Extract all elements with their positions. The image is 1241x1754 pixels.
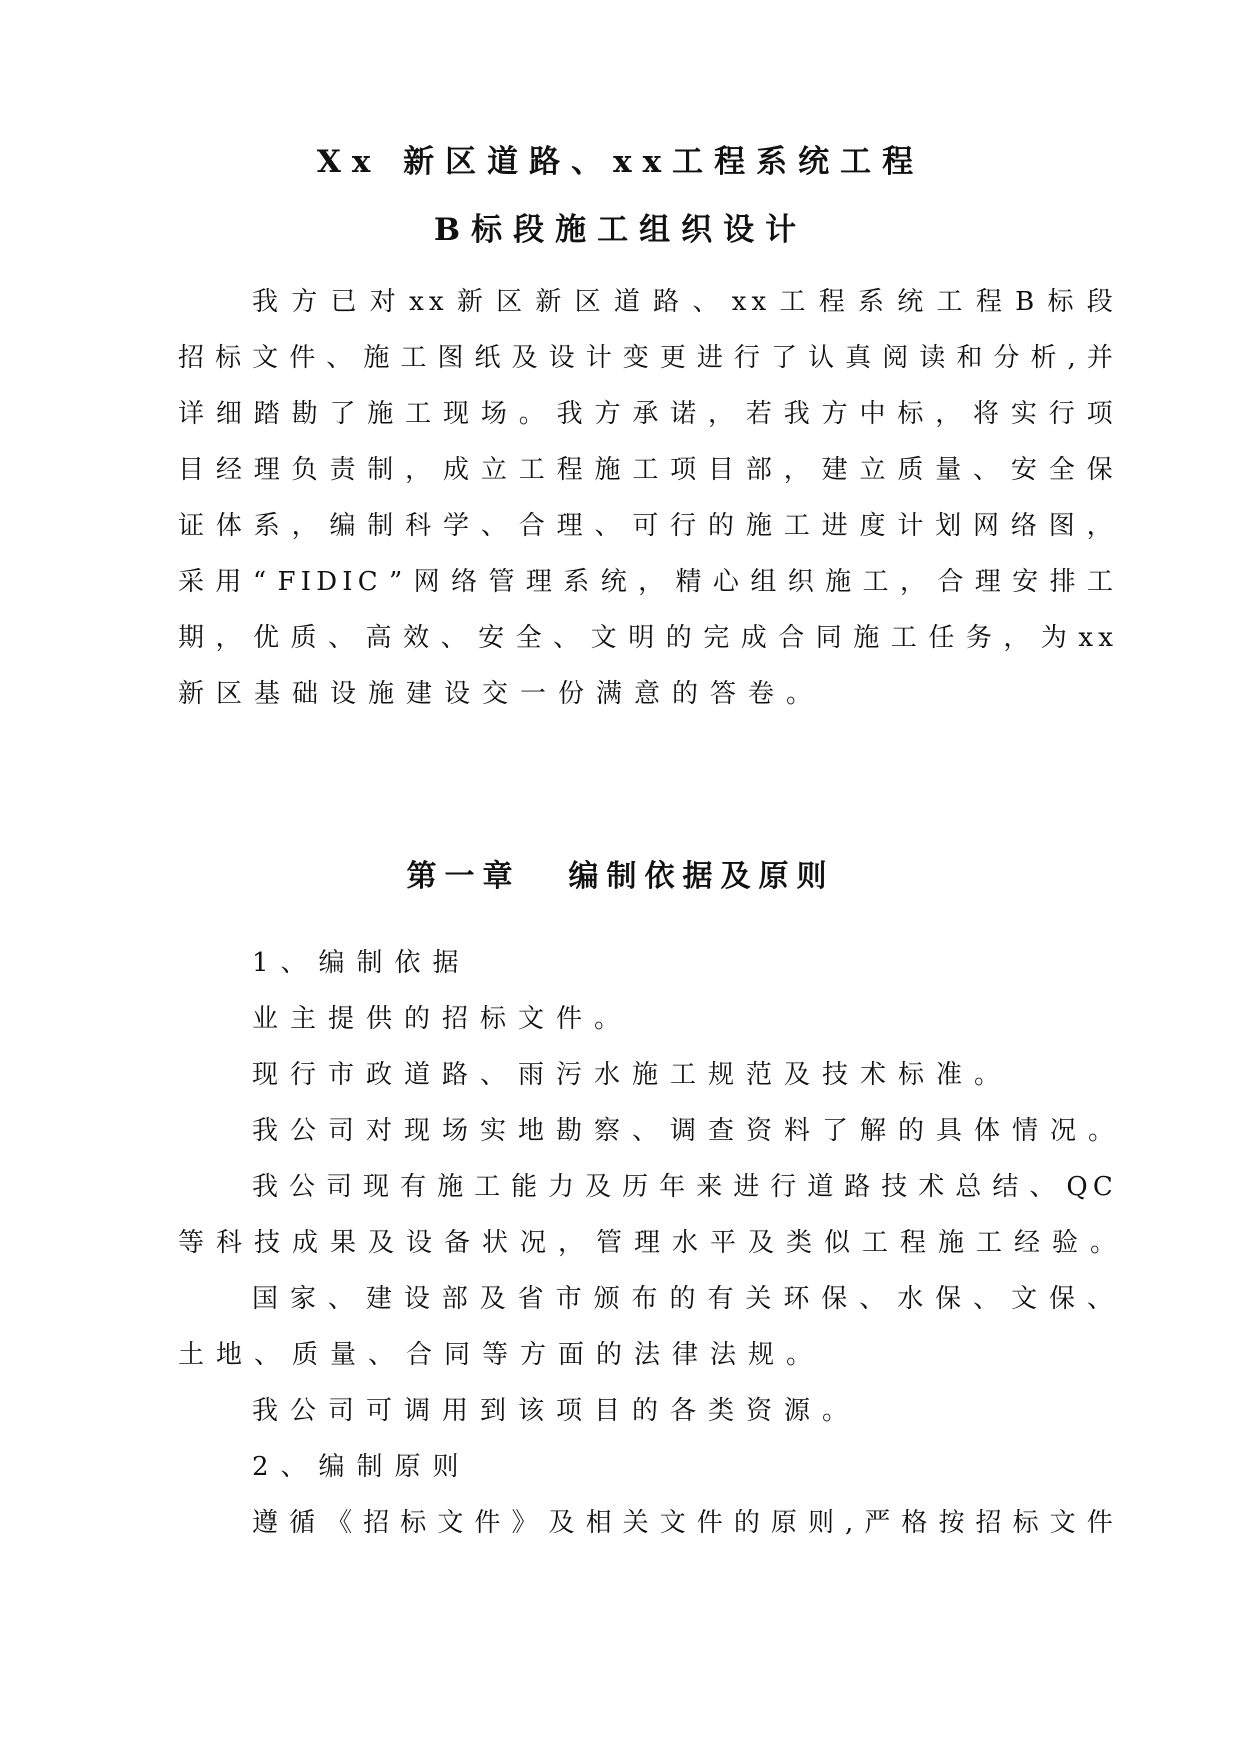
glyph: x x xyxy=(409,287,444,317)
glyph: 保 xyxy=(821,1284,848,1314)
glyph: 制 xyxy=(367,511,394,541)
glyph: 国 xyxy=(252,1284,279,1314)
glyph: 心 xyxy=(712,567,739,597)
glyph: 承 xyxy=(632,399,659,429)
glyph: 招 xyxy=(178,343,205,373)
glyph: 更 xyxy=(659,343,686,373)
glyph: 、 xyxy=(440,623,467,653)
glyph: 、 xyxy=(973,1284,1000,1314)
glyph: 的 xyxy=(665,623,692,653)
glyph: 施 xyxy=(594,455,621,485)
glyph: 学 xyxy=(443,511,470,541)
glyph: 招 xyxy=(363,1508,390,1538)
glyph: ， xyxy=(1086,511,1113,541)
glyph: 成 xyxy=(443,455,470,485)
glyph: 纸 xyxy=(474,343,501,373)
glyph: 方 xyxy=(821,399,848,429)
glyph: 我 xyxy=(252,1172,279,1202)
glyph: 段 xyxy=(1086,287,1113,317)
glyph: ， xyxy=(215,623,242,653)
glyph: 环 xyxy=(783,1284,810,1314)
glyph: 完 xyxy=(703,623,730,653)
glyph: 及 xyxy=(585,1172,612,1202)
glyph: B xyxy=(1015,287,1035,317)
glyph: 施 xyxy=(853,623,880,653)
glyph: 工 xyxy=(405,399,432,429)
section-1-item-1: 业主提供的招标文件。 xyxy=(252,1004,633,1034)
glyph: 程 xyxy=(818,287,845,317)
glyph: ， xyxy=(405,455,432,485)
glyph: 区 xyxy=(574,287,601,317)
glyph: 为 xyxy=(1040,623,1067,653)
glyph: 工 xyxy=(518,455,545,485)
glyph: 我 xyxy=(252,287,279,317)
glyph: x x xyxy=(1078,623,1113,653)
glyph: 招 xyxy=(975,1508,1002,1538)
glyph: 设 xyxy=(548,343,575,373)
glyph: 新 xyxy=(456,287,483,317)
glyph: 建 xyxy=(365,1284,392,1314)
glyph: 制 xyxy=(367,455,394,485)
glyph: 标 xyxy=(897,399,924,429)
glyph: 工 xyxy=(862,567,889,597)
glyph: 责 xyxy=(329,455,356,485)
glyph: 进 xyxy=(696,343,723,373)
glyph: 读 xyxy=(919,343,946,373)
glyph: 安 xyxy=(1012,567,1039,597)
glyph: 、 xyxy=(327,1284,354,1314)
glyph: 诺 xyxy=(670,399,697,429)
glyph: 络 xyxy=(1010,511,1037,541)
glyph: 技 xyxy=(881,1172,908,1202)
glyph: 的 xyxy=(708,511,735,541)
glyph: 实 xyxy=(1010,399,1037,429)
glyph: 理 xyxy=(525,567,552,597)
glyph: 则 xyxy=(807,1508,834,1538)
glyph: ， xyxy=(638,567,665,597)
glyph: 系 xyxy=(858,287,885,317)
glyph: 程 xyxy=(556,455,583,485)
glyph: 已 xyxy=(330,287,357,317)
glyph: 标 xyxy=(215,343,242,373)
glyph: 若 xyxy=(745,399,772,429)
glyph: 立 xyxy=(480,455,507,485)
glyph: 年 xyxy=(659,1172,686,1202)
glyph: 全 xyxy=(515,623,542,653)
glyph: 理 xyxy=(253,455,280,485)
glyph: 认 xyxy=(808,343,835,373)
glyph: 行 xyxy=(1048,399,1075,429)
glyph: 负 xyxy=(291,455,318,485)
glyph: 关 xyxy=(745,1284,772,1314)
glyph: 阅 xyxy=(882,343,909,373)
glyph: 划 xyxy=(935,511,962,541)
intro-line-6 xyxy=(178,564,1113,600)
glyph: 保 xyxy=(1086,455,1113,485)
glyph: 、 xyxy=(1086,1284,1113,1314)
glyph: 文 xyxy=(437,1508,464,1538)
glyph: 公 xyxy=(289,1172,316,1202)
glyph: 行 xyxy=(770,1172,797,1202)
glyph: 区 xyxy=(496,287,523,317)
glyph: 保 xyxy=(935,1284,962,1314)
glyph: 期 xyxy=(178,623,205,653)
glyph: 件 xyxy=(474,1508,501,1538)
glyph: 严 xyxy=(864,1508,891,1538)
glyph: 有 xyxy=(400,1172,427,1202)
glyph: ， xyxy=(1003,623,1030,653)
section-1-item-5-line-1 xyxy=(252,1281,1113,1317)
glyph: 市 xyxy=(555,1284,582,1314)
glyph: 科 xyxy=(405,511,432,541)
glyph: “ xyxy=(252,567,267,597)
glyph: 和 xyxy=(956,343,983,373)
glyph: 件 xyxy=(1086,1508,1113,1538)
glyph: 项 xyxy=(1086,399,1113,429)
section-1-item-5-line-2: 土地、质量、合同等方面的法律法规。 xyxy=(178,1340,825,1370)
glyph: 路 xyxy=(844,1172,871,1202)
glyph: 明 xyxy=(628,623,655,653)
glyph: 细 xyxy=(215,399,242,429)
glyph: 、 xyxy=(480,511,507,541)
glyph: 部 xyxy=(441,1284,468,1314)
glyph: 、 xyxy=(326,343,353,373)
glyph: 标 xyxy=(1047,287,1074,317)
glyph: 标 xyxy=(1012,1508,1039,1538)
glyph: 遵 xyxy=(252,1508,279,1538)
glyph: 件 xyxy=(696,1508,723,1538)
section-1-heading: 1、编制依据 xyxy=(252,948,471,978)
glyph: 。 xyxy=(518,399,545,429)
glyph: 原 xyxy=(770,1508,797,1538)
glyph: 文 xyxy=(1011,1284,1038,1314)
glyph: 同 xyxy=(815,623,842,653)
glyph: 网 xyxy=(413,567,440,597)
glyph: 务 xyxy=(965,623,992,653)
glyph: 排 xyxy=(1049,567,1076,597)
glyph: 司 xyxy=(326,1172,353,1202)
glyph: 我 xyxy=(783,399,810,429)
glyph: 网 xyxy=(973,511,1000,541)
glyph: 工 xyxy=(474,1172,501,1202)
glyph: ， xyxy=(935,399,962,429)
glyph: 任 xyxy=(928,623,955,653)
glyph: 施 xyxy=(363,343,390,373)
glyph: 用 xyxy=(215,567,242,597)
glyph: 了 xyxy=(329,399,356,429)
glyph: 、 xyxy=(328,623,355,653)
glyph: 理 xyxy=(974,567,1001,597)
glyph: 文 xyxy=(1049,1508,1076,1538)
glyph: 统 xyxy=(600,567,627,597)
glyph: 织 xyxy=(787,567,814,597)
glyph: 及 xyxy=(511,343,538,373)
glyph: 合 xyxy=(778,623,805,653)
glyph: 证 xyxy=(178,511,205,541)
glyph: 道 xyxy=(807,1172,834,1202)
glyph: 程 xyxy=(975,287,1002,317)
glyph: 施 xyxy=(745,511,772,541)
section-2-line-1 xyxy=(252,1505,1113,1541)
glyph: , xyxy=(845,1508,854,1538)
glyph: 部 xyxy=(745,455,772,485)
glyph: 有 xyxy=(707,1284,734,1314)
glyph: 工 xyxy=(1086,567,1113,597)
glyph: 理 xyxy=(556,511,583,541)
glyph: 工 xyxy=(783,511,810,541)
glyph: 总 xyxy=(955,1172,982,1202)
glyph: 工 xyxy=(400,343,427,373)
glyph: 成 xyxy=(740,623,767,653)
glyph: 、 xyxy=(692,287,719,317)
document-title-line-1: Xx 新区道路、xx工程系统工程 xyxy=(316,144,925,180)
intro-line-1 xyxy=(252,284,1113,320)
intro-line-5 xyxy=(178,508,1113,544)
glyph: 详 xyxy=(178,399,205,429)
glyph: 统 xyxy=(897,287,924,317)
glyph: 采 xyxy=(178,567,205,597)
glyph: 省 xyxy=(517,1284,544,1314)
glyph: 颁 xyxy=(593,1284,620,1314)
section-2-heading: 2、编制原则 xyxy=(252,1452,471,1482)
glyph: 真 xyxy=(845,343,872,373)
glyph: 、 xyxy=(594,511,621,541)
glyph: 图 xyxy=(1048,511,1075,541)
glyph: 分 xyxy=(993,343,1020,373)
glyph: ” xyxy=(388,567,403,597)
glyph: 目 xyxy=(708,455,735,485)
glyph: 的 xyxy=(733,1508,760,1538)
glyph: 》 xyxy=(511,1508,538,1538)
glyph: 方 xyxy=(594,399,621,429)
glyph: 关 xyxy=(622,1508,649,1538)
glyph: 循 xyxy=(289,1508,316,1538)
glyph: 量 xyxy=(935,455,962,485)
glyph: 高 xyxy=(365,623,392,653)
section-1-item-6: 我公司可调用到该项目的各类资源。 xyxy=(252,1396,861,1426)
glyph: 及 xyxy=(548,1508,575,1538)
glyph: 相 xyxy=(585,1508,612,1538)
glyph: Q C xyxy=(1066,1172,1113,1202)
glyph: 水 xyxy=(897,1284,924,1314)
glyph: 行 xyxy=(733,343,760,373)
glyph: 质 xyxy=(290,623,317,653)
glyph: 件 xyxy=(289,343,316,373)
glyph: 质 xyxy=(897,455,924,485)
section-1-item-3: 我公司对现场实地勘察、调查资料了解的具体情况。 xyxy=(252,1116,1127,1146)
glyph: 组 xyxy=(750,567,777,597)
glyph: 设 xyxy=(403,1284,430,1314)
intro-line-4 xyxy=(178,452,1113,488)
glyph: 经 xyxy=(215,455,242,485)
glyph: 进 xyxy=(733,1172,760,1202)
glyph: 、 xyxy=(1029,1172,1056,1202)
glyph: 按 xyxy=(938,1508,965,1538)
glyph: x x xyxy=(731,287,767,317)
glyph: ， xyxy=(783,455,810,485)
intro-line-8: 新区基础设施建设交一份满意的答卷。 xyxy=(178,679,825,709)
glyph: 、 xyxy=(553,623,580,653)
glyph: 工 xyxy=(936,287,963,317)
glyph: 文 xyxy=(590,623,617,653)
glyph: 安 xyxy=(1010,455,1037,485)
glyph: 目 xyxy=(178,455,205,485)
glyph: 中 xyxy=(859,399,886,429)
glyph: 全 xyxy=(1048,455,1075,485)
glyph: 来 xyxy=(696,1172,723,1202)
glyph: 施 xyxy=(825,567,852,597)
glyph: 踏 xyxy=(253,399,280,429)
glyph: 文 xyxy=(659,1508,686,1538)
glyph: 、 xyxy=(973,455,1000,485)
glyph: 标 xyxy=(400,1508,427,1538)
glyph: 编 xyxy=(329,511,356,541)
glyph: 道 xyxy=(613,287,640,317)
glyph: 合 xyxy=(518,511,545,541)
glyph: ， xyxy=(708,399,735,429)
glyph: 文 xyxy=(252,343,279,373)
glyph: 勘 xyxy=(291,399,318,429)
glyph: 工 xyxy=(632,455,659,485)
section-1-item-4-line-1 xyxy=(252,1169,1113,1205)
glyph: 术 xyxy=(918,1172,945,1202)
glyph: 立 xyxy=(859,455,886,485)
intro-line-3 xyxy=(178,396,1113,432)
glyph: 能 xyxy=(511,1172,538,1202)
glyph: ， xyxy=(291,511,318,541)
glyph: 路 xyxy=(653,287,680,317)
glyph: 方 xyxy=(291,287,318,317)
glyph: 布 xyxy=(631,1284,658,1314)
intro-line-7 xyxy=(178,620,1113,656)
glyph: 优 xyxy=(253,623,280,653)
glyph: 系 xyxy=(253,511,280,541)
glyph: 的 xyxy=(669,1284,696,1314)
glyph: 、 xyxy=(859,1284,886,1314)
document-title-line-2: B标段施工组织设计 xyxy=(433,212,808,248)
glyph: 工 xyxy=(890,623,917,653)
chapter-heading xyxy=(0,857,1241,897)
glyph: 工 xyxy=(779,287,806,317)
glyph: 格 xyxy=(901,1508,928,1538)
glyph: 新 xyxy=(535,287,562,317)
glyph: 建 xyxy=(821,455,848,485)
chapter-title: 编制依据及原则 xyxy=(568,859,835,894)
glyph: ， xyxy=(899,567,926,597)
glyph: 家 xyxy=(289,1284,316,1314)
glyph: 络 xyxy=(451,567,478,597)
glyph: 项 xyxy=(670,455,697,485)
glyph: 对 xyxy=(369,287,396,317)
glyph: 管 xyxy=(488,567,515,597)
glyph: , xyxy=(1067,343,1076,373)
glyph: 精 xyxy=(675,567,702,597)
glyph: 结 xyxy=(992,1172,1019,1202)
glyph: 计 xyxy=(585,343,612,373)
glyph: 度 xyxy=(859,511,886,541)
glyph: 可 xyxy=(632,511,659,541)
glyph: 系 xyxy=(563,567,590,597)
glyph: 析 xyxy=(1030,343,1057,373)
glyph: 安 xyxy=(478,623,505,653)
glyph: 效 xyxy=(403,623,430,653)
glyph: 合 xyxy=(937,567,964,597)
section-1-item-2: 现行市政道路、雨污水施工规范及技术标准。 xyxy=(252,1060,1013,1090)
section-1-item-4-line-2: 等科技成果及设备状况，管理水平及类似工程施工经验。 xyxy=(178,1228,1129,1258)
glyph: 我 xyxy=(556,399,583,429)
glyph: 历 xyxy=(622,1172,649,1202)
glyph: 了 xyxy=(771,343,798,373)
glyph: 将 xyxy=(973,399,1000,429)
glyph: 体 xyxy=(215,511,242,541)
glyph: 场 xyxy=(480,399,507,429)
glyph: 并 xyxy=(1086,343,1113,373)
glyph: 及 xyxy=(479,1284,506,1314)
glyph: 现 xyxy=(363,1172,390,1202)
glyph: 现 xyxy=(443,399,470,429)
glyph: 施 xyxy=(437,1172,464,1202)
intro-line-2 xyxy=(178,340,1113,376)
glyph: 行 xyxy=(670,511,697,541)
glyph: 《 xyxy=(326,1508,353,1538)
glyph: 进 xyxy=(821,511,848,541)
glyph: 图 xyxy=(437,343,464,373)
glyph: 变 xyxy=(622,343,649,373)
glyph: 保 xyxy=(1049,1284,1076,1314)
glyph: F I D I C xyxy=(277,567,378,597)
glyph: 施 xyxy=(367,399,394,429)
glyph: 计 xyxy=(897,511,924,541)
glyph: 力 xyxy=(548,1172,575,1202)
chapter-number: 第一章 xyxy=(406,859,521,894)
